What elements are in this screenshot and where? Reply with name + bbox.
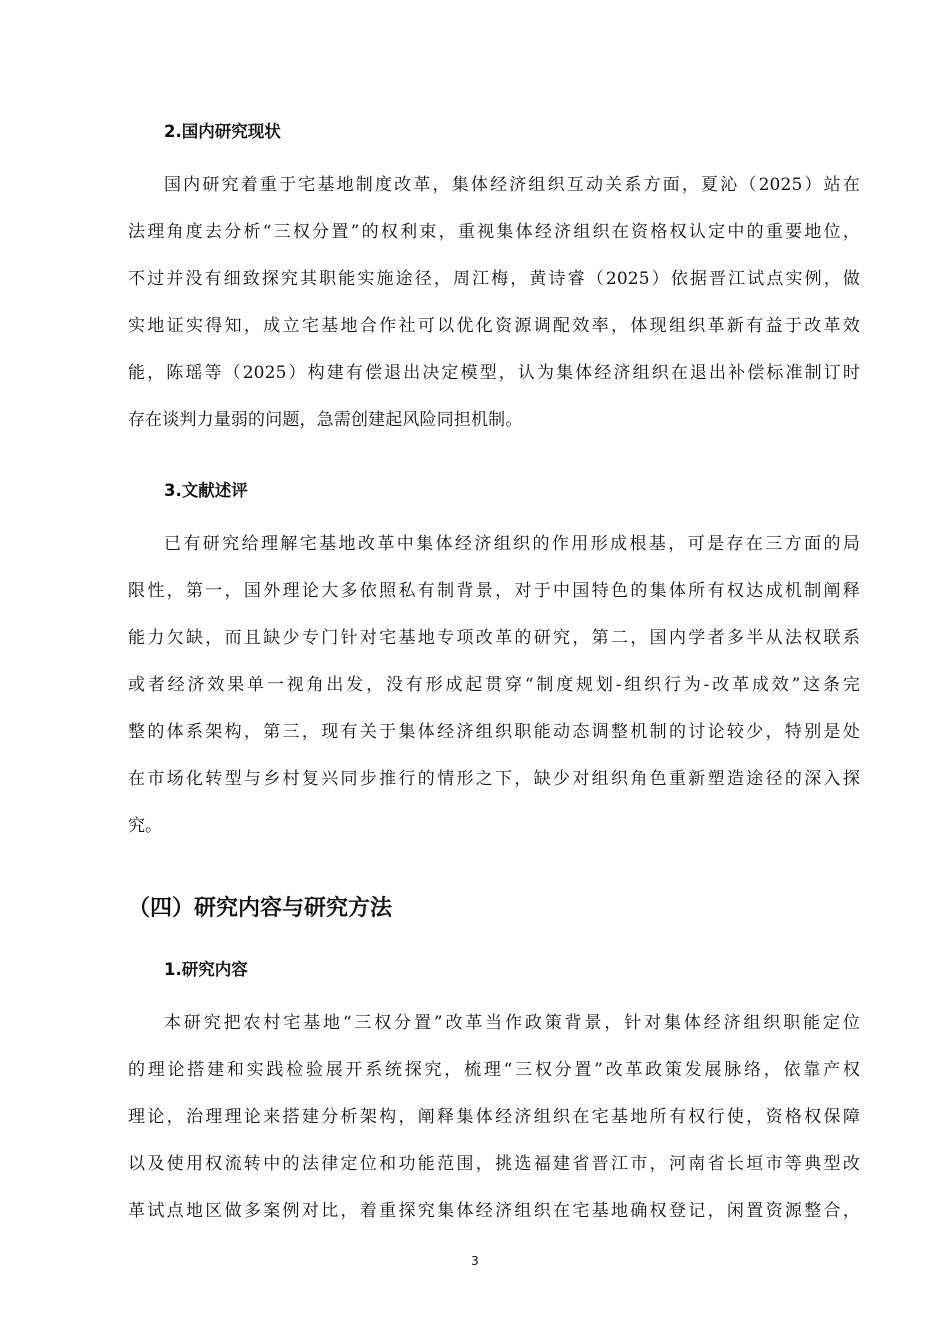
paragraph-literature-review xyxy=(128,532,860,861)
paragraph-line: 革试点地区做多案例对比，着重探究集体经济组织在宅基地确权登记，闲置资源整合， xyxy=(128,1201,860,1221)
paragraph-line: 不过并没有细致探究其职能实施途径，周江梅，黄诗睿（2025）依据晋江试点实例，做 xyxy=(128,269,860,289)
paragraph-line: 实地证实得知，成立宅基地合作社可以优化资源调配效率，体现组织革新有益于改革效 xyxy=(128,316,860,336)
paragraph-line: 理论，治理理论来搭建分析架构，阐释集体经济组织在宅基地所有权行使，资格权保障 xyxy=(128,1107,860,1127)
paragraph-line: 法理角度去分析“三权分置”的权利束，重视集体经济组织在资格权认定中的重要地位， xyxy=(128,222,860,242)
paragraph-line: 在市场化转型与乡村复兴同步推行的情形之下，缺少对组织角色重新塑造途径的深入探 xyxy=(128,769,860,789)
paragraph-line: 能，陈瑶等（2025）构建有偿退出决定模型，认为集体经济组织在退出补偿标准制订时 xyxy=(128,363,860,383)
paragraph-line: 以及使用权流转中的法律定位和功能范围，挑选福建省晋江市，河南省长垣市等典型改 xyxy=(128,1154,860,1174)
paragraph-research-content xyxy=(128,1011,860,1246)
chapter-heading-research-content-methods: （四）研究内容与研究方法 xyxy=(128,896,393,921)
paragraph-line: 存在谈判力量弱的问题，急需创建起风险同担机制。 xyxy=(128,410,523,430)
paragraph-line: 或者经济效果单一视角出发，没有形成起贯穿“制度规划-组织行为-改革成效”这条完 xyxy=(128,675,860,695)
section-heading-research-content: 1.研究内容 xyxy=(164,960,248,979)
page-number: 3 xyxy=(471,1254,479,1268)
paragraph-line: 限性，第一，国外理论大多依照私有制背景，对于中国特色的集体所有权达成机制阐释 xyxy=(128,581,860,601)
section-heading-domestic-research: 2.国内研究现状 xyxy=(164,122,281,141)
section-heading-literature-review: 3.文献述评 xyxy=(164,481,248,500)
paragraph-line: 已有研究给理解宅基地改革中集体经济组织的作用形成根基，可是存在三方面的局 xyxy=(164,534,860,554)
paragraph-line: 整的体系架构，第三，现有关于集体经济组织职能动态调整机制的讨论较少，特别是处 xyxy=(128,722,860,742)
paragraph-line: 国内研究着重于宅基地制度改革，集体经济组织互动关系方面，夏沁（2025）站在 xyxy=(164,175,860,195)
paragraph-line: 本研究把农村宅基地“三权分置”改革当作政策背景，针对集体经济组织职能定位 xyxy=(164,1013,860,1033)
paragraph-domestic-research xyxy=(128,173,860,455)
paragraph-line: 究。 xyxy=(128,816,163,836)
paragraph-line: 能力欠缺，而且缺少专门针对宅基地专项改革的研究，第二，国内学者多半从法权联系 xyxy=(128,628,860,648)
paragraph-line: 的理论搭建和实践检验展开系统探究，梳理“三权分置”改革政策发展脉络，依靠产权 xyxy=(128,1060,860,1080)
